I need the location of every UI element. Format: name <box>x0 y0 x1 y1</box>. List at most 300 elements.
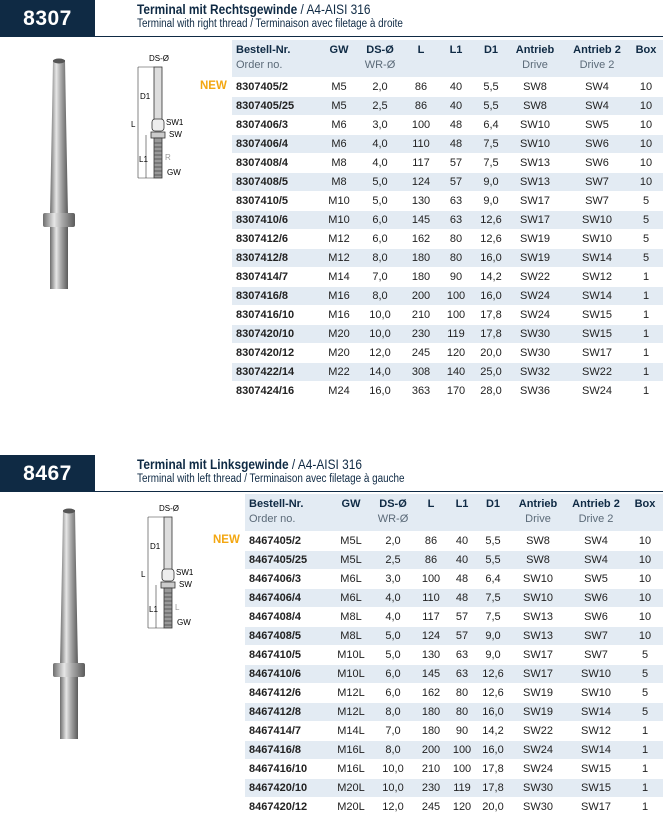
column-header: Antrieb <box>518 498 558 510</box>
table-cell: 9,0 <box>483 195 499 207</box>
table-cell: 180 <box>421 725 441 737</box>
table-cell: M14L <box>337 725 365 737</box>
table-cell: 14,0 <box>369 366 391 378</box>
table-cell: 14,2 <box>480 271 502 283</box>
table-cell: SW19 <box>520 252 550 264</box>
table-cell: 130 <box>411 195 431 207</box>
table-cell: 230 <box>421 782 441 794</box>
table-cell: M8 <box>331 176 347 188</box>
table-cell: SW10 <box>581 687 611 699</box>
table-cell: SW15 <box>581 763 611 775</box>
label-sw: SW <box>169 130 182 139</box>
table-cell: SW12 <box>582 271 612 283</box>
table-cell: M16L <box>337 744 365 756</box>
column-header: L1 <box>455 498 469 510</box>
table-cell: 28,0 <box>480 385 502 397</box>
table-cell: 48 <box>449 138 463 150</box>
table-cell: SW36 <box>520 385 550 397</box>
table-cell: 2,0 <box>385 535 401 547</box>
table-cell: M12L <box>337 706 365 718</box>
table-cell: 10,0 <box>369 328 391 340</box>
table-cell: 1 <box>642 309 650 321</box>
table-cell: 200 <box>421 744 441 756</box>
table-cell: 4,0 <box>372 138 388 150</box>
table-cell: 10,0 <box>382 782 404 794</box>
table-cell: 117 <box>412 157 430 169</box>
table-row <box>232 286 663 305</box>
table-cell: 5,0 <box>372 176 388 188</box>
table-cell: 5 <box>641 706 649 718</box>
header-divider <box>95 36 663 37</box>
subtitle-french: / Terminaison avec filetage à droite <box>247 18 403 30</box>
table-cell: SW14 <box>582 290 612 302</box>
table-cell: SW22 <box>523 725 553 737</box>
order-number: 8307414/7 <box>236 271 288 283</box>
table-row <box>245 588 663 607</box>
table-cell: 6,0 <box>385 687 401 699</box>
column-header: D1 <box>485 498 501 510</box>
table-row <box>232 153 663 172</box>
table-cell: M6L <box>340 592 362 604</box>
table-cell: SW15 <box>581 782 611 794</box>
column-header: L <box>417 44 425 56</box>
table-cell: SW4 <box>584 535 608 547</box>
table-cell: SW13 <box>523 630 553 642</box>
table-row <box>245 550 663 569</box>
order-number: 8307410/5 <box>236 195 288 207</box>
order-number: 8467416/8 <box>249 744 301 756</box>
dimension-diagram <box>135 505 215 635</box>
table-row <box>232 343 663 362</box>
table-cell: SW14 <box>582 252 612 264</box>
table-cell: 57 <box>449 157 463 169</box>
table-cell: SW14 <box>581 744 611 756</box>
table-cell: 1 <box>642 290 650 302</box>
table-cell: 40 <box>455 554 469 566</box>
table-cell: 7,0 <box>385 725 401 737</box>
table-cell: 63 <box>449 214 463 226</box>
order-number: 8307406/3 <box>236 119 288 131</box>
label-sw1: SW1 <box>166 118 184 127</box>
order-number: 8307416/10 <box>236 309 295 321</box>
order-number: 8467416/10 <box>249 763 308 775</box>
table-cell: M10 <box>328 195 350 207</box>
table-row <box>245 664 663 683</box>
table-cell: M20L <box>337 801 365 813</box>
table-cell: SW12 <box>581 725 611 737</box>
column-subheader: Drive 2 <box>579 59 615 71</box>
table-cell: 124 <box>421 630 441 642</box>
table-cell: 25,0 <box>480 366 502 378</box>
order-number: 8467410/5 <box>249 649 301 661</box>
table-cell: 48 <box>455 592 469 604</box>
table-cell: 140 <box>446 366 466 378</box>
table-cell: SW30 <box>523 782 553 794</box>
table-cell: 10 <box>639 157 653 169</box>
table-cell: SW30 <box>520 328 550 340</box>
table-cell: SW32 <box>520 366 550 378</box>
table-row <box>245 645 663 664</box>
table-cell: 5,5 <box>483 100 499 112</box>
table-cell: 4,0 <box>372 157 388 169</box>
table-cell: 210 <box>421 763 441 775</box>
table-cell: 119 <box>453 782 471 794</box>
column-header: Box <box>634 498 656 510</box>
table-cell: 10 <box>638 554 652 566</box>
table-cell: SW14 <box>581 706 611 718</box>
table-cell: 10 <box>639 176 653 188</box>
table-cell: 14,2 <box>482 725 504 737</box>
column-header: Antrieb 2 <box>573 44 621 56</box>
table-cell: 12,6 <box>482 687 504 699</box>
column-subheader: Drive <box>522 59 548 71</box>
table-cell: M8L <box>340 630 362 642</box>
product-table <box>245 494 663 816</box>
table-cell: 1 <box>642 385 650 397</box>
table-cell: M24 <box>328 385 350 397</box>
section-subtitle <box>137 473 405 485</box>
table-cell: 1 <box>641 763 649 775</box>
table-cell: 63 <box>455 668 469 680</box>
section-title <box>137 457 362 472</box>
table-cell: SW13 <box>520 176 550 188</box>
table-cell: 10,0 <box>369 309 391 321</box>
table-cell: 100 <box>411 119 431 131</box>
order-number: 8467412/8 <box>249 706 301 718</box>
table-cell: 1 <box>642 328 650 340</box>
order-number: 8307405/25 <box>236 100 295 112</box>
table-cell: SW24 <box>582 385 612 397</box>
label-ds: DS-Ø <box>159 505 179 513</box>
table-cell: M6 <box>331 138 347 150</box>
table-cell: SW4 <box>585 100 609 112</box>
table-row <box>232 96 663 115</box>
table-cell: SW30 <box>520 347 550 359</box>
order-number: 8467408/4 <box>249 611 301 623</box>
table-cell: 3,0 <box>385 573 401 585</box>
order-number: 8467414/7 <box>249 725 301 737</box>
table-cell: SW22 <box>582 366 612 378</box>
table-cell: SW17 <box>581 801 611 813</box>
table-cell: 5 <box>642 214 650 226</box>
table-cell: M8L <box>340 611 362 623</box>
table-cell: M16 <box>328 309 350 321</box>
table-cell: 100 <box>452 744 472 756</box>
table-cell: 1 <box>642 366 650 378</box>
table-cell: 86 <box>414 100 428 112</box>
table-cell: 12,6 <box>482 668 504 680</box>
table-cell: 90 <box>455 725 469 737</box>
table-cell: 145 <box>411 214 431 226</box>
table-cell: 86 <box>424 535 438 547</box>
table-cell: 10 <box>639 119 653 131</box>
table-cell: M20 <box>328 347 350 359</box>
label-sw: SW <box>179 580 192 589</box>
table-cell: M12L <box>337 687 365 699</box>
table-row <box>245 702 663 721</box>
table-cell: SW19 <box>523 687 553 699</box>
table-cell: SW13 <box>523 611 553 623</box>
table-row <box>245 721 663 740</box>
table-cell: 90 <box>449 271 463 283</box>
order-number: 8307405/2 <box>236 81 288 93</box>
table-cell: SW17 <box>520 214 550 226</box>
table-row <box>245 740 663 759</box>
order-number: 8467420/10 <box>249 782 308 794</box>
column-header: Bestell-Nr. <box>236 44 291 56</box>
order-number: 8467405/2 <box>249 535 301 547</box>
order-number: 8307412/6 <box>236 233 288 245</box>
order-number: 8467406/3 <box>249 573 301 585</box>
column-subheader: WR-Ø <box>364 59 396 71</box>
table-cell: 1 <box>641 782 649 794</box>
order-number: 8467420/12 <box>249 801 308 813</box>
column-header: GW <box>329 44 349 56</box>
product-photo <box>45 505 95 745</box>
table-cell: M8 <box>331 157 347 169</box>
column-header: GW <box>341 498 361 510</box>
table-cell: M5 <box>331 100 347 112</box>
table-cell: 16,0 <box>482 744 504 756</box>
table-cell: M16L <box>337 763 365 775</box>
product-section-8307 <box>0 0 663 400</box>
label-l: L <box>131 120 136 129</box>
table-cell: SW17 <box>582 347 612 359</box>
table-cell: 3,0 <box>372 119 388 131</box>
table-cell: 10 <box>639 100 653 112</box>
table-cell: 120 <box>446 347 466 359</box>
table-cell: 230 <box>411 328 431 340</box>
order-number: 8307420/10 <box>236 328 295 340</box>
table-cell: SW5 <box>585 119 609 131</box>
column-header: D1 <box>483 44 499 56</box>
order-number: 8307412/8 <box>236 252 288 264</box>
product-section-8467 <box>0 455 663 820</box>
table-cell: 63 <box>455 649 469 661</box>
table-cell: 86 <box>424 554 438 566</box>
table-cell: 308 <box>411 366 431 378</box>
table-cell: 5,0 <box>372 195 388 207</box>
table-cell: SW6 <box>585 157 609 169</box>
table-row <box>232 248 663 267</box>
table-cell: 12,6 <box>480 214 502 226</box>
header-divider <box>95 491 663 492</box>
table-cell: M5L <box>340 554 362 566</box>
table-row <box>232 191 663 210</box>
table-cell: 4,0 <box>385 611 401 623</box>
table-row <box>232 115 663 134</box>
table-cell: M10 <box>328 214 350 226</box>
table-cell: 210 <box>411 309 431 321</box>
table-cell: SW10 <box>523 573 553 585</box>
column-subheader: Order no. <box>249 513 296 525</box>
label-d1: D1 <box>140 92 151 101</box>
table-cell: 100 <box>421 573 441 585</box>
table-cell: 10 <box>638 630 652 642</box>
table-row <box>232 381 663 400</box>
table-cell: 16,0 <box>369 385 391 397</box>
product-table <box>232 40 663 400</box>
subtitle-french: / Terminaison avec filetage à gauche <box>241 473 405 485</box>
table-cell: SW7 <box>585 195 609 207</box>
table-row <box>245 626 663 645</box>
table-row <box>245 569 663 588</box>
table-cell: 10 <box>639 81 653 93</box>
column-header: Bestell-Nr. <box>249 498 304 510</box>
table-cell: SW19 <box>520 233 550 245</box>
table-row <box>232 229 663 248</box>
new-badge: NEW <box>200 80 227 92</box>
table-cell: 7,5 <box>483 138 499 150</box>
table-cell: M16 <box>328 290 350 302</box>
table-cell: 5 <box>642 233 650 245</box>
table-cell: M5L <box>340 535 362 547</box>
table-row <box>245 797 663 816</box>
table-cell: SW8 <box>526 554 550 566</box>
order-number: 8307408/4 <box>236 157 288 169</box>
order-number: 8307424/16 <box>236 385 295 397</box>
table-cell: 10 <box>639 138 653 150</box>
order-number: 8467408/5 <box>249 630 301 642</box>
label-thread: L <box>175 603 180 612</box>
table-cell: SW10 <box>520 138 550 150</box>
table-cell: 2,5 <box>385 554 401 566</box>
table-cell: SW13 <box>520 157 550 169</box>
table-cell: SW15 <box>582 309 612 321</box>
table-cell: SW17 <box>520 195 550 207</box>
order-number: 8307422/14 <box>236 366 295 378</box>
order-number: 8467410/6 <box>249 668 301 680</box>
table-header <box>245 494 663 531</box>
table-row <box>232 305 663 324</box>
table-row <box>245 778 663 797</box>
table-cell: 1 <box>642 271 650 283</box>
order-number: 8467406/4 <box>249 592 301 604</box>
table-cell: 5 <box>642 252 650 264</box>
table-cell: 180 <box>421 706 441 718</box>
order-number: 8307406/4 <box>236 138 288 150</box>
table-cell: 40 <box>449 81 463 93</box>
table-cell: 200 <box>411 290 431 302</box>
table-row <box>245 607 663 626</box>
table-cell: 6,0 <box>372 233 388 245</box>
order-number: 8307420/12 <box>236 347 295 359</box>
table-cell: 12,0 <box>382 801 404 813</box>
table-cell: 16,0 <box>480 290 502 302</box>
table-cell: 1 <box>641 801 649 813</box>
table-cell: 57 <box>455 630 469 642</box>
table-cell: 10 <box>638 573 652 585</box>
table-cell: 9,0 <box>483 176 499 188</box>
table-cell: 12,6 <box>480 233 502 245</box>
table-cell: 12,0 <box>369 347 391 359</box>
table-cell: 10,0 <box>382 763 404 775</box>
table-cell: 180 <box>411 271 431 283</box>
table-cell: SW6 <box>584 592 608 604</box>
table-cell: 80 <box>455 687 469 699</box>
table-cell: SW4 <box>584 554 608 566</box>
table-cell: M5 <box>331 81 347 93</box>
table-cell: 17,8 <box>480 309 502 321</box>
table-cell: SW7 <box>584 630 608 642</box>
table-cell: 9,0 <box>485 630 501 642</box>
table-cell: 9,0 <box>485 649 501 661</box>
table-cell: 7,5 <box>485 592 501 604</box>
column-header: DS-Ø <box>379 498 407 510</box>
table-row <box>232 267 663 286</box>
table-cell: SW7 <box>585 176 609 188</box>
order-number: 8307416/8 <box>236 290 288 302</box>
table-row <box>232 210 663 229</box>
table-cell: 57 <box>449 176 463 188</box>
column-header: L1 <box>449 44 463 56</box>
table-cell: 7,0 <box>372 271 388 283</box>
table-cell: 10 <box>638 611 652 623</box>
table-cell: 5,5 <box>485 554 501 566</box>
table-cell: 119 <box>447 328 465 340</box>
order-number: 8307408/5 <box>236 176 288 188</box>
table-cell: 130 <box>421 649 441 661</box>
table-cell: 245 <box>421 801 441 813</box>
label-l1: L1 <box>139 155 148 164</box>
table-cell: 5,0 <box>385 630 401 642</box>
table-cell: 80 <box>449 233 463 245</box>
table-cell: SW24 <box>520 309 550 321</box>
label-ds: DS-Ø <box>149 55 169 63</box>
product-code: 8467 <box>0 455 95 492</box>
table-cell: M20 <box>328 328 350 340</box>
table-row <box>245 531 663 550</box>
table-cell: 8,0 <box>385 744 401 756</box>
table-cell: 5,5 <box>483 81 499 93</box>
table-cell: SW7 <box>584 649 608 661</box>
table-cell: 145 <box>421 668 441 680</box>
table-cell: SW15 <box>582 328 612 340</box>
table-cell: 10 <box>638 535 652 547</box>
column-subheader: Drive 2 <box>578 513 614 525</box>
table-cell: 170 <box>446 385 466 397</box>
table-row <box>232 172 663 191</box>
table-cell: 57 <box>455 611 469 623</box>
table-row <box>232 77 663 96</box>
table-cell: 5 <box>641 649 649 661</box>
column-header: L <box>427 498 435 510</box>
table-cell: 1 <box>641 725 649 737</box>
table-cell: 100 <box>446 290 466 302</box>
table-cell: SW10 <box>581 668 611 680</box>
table-cell: SW24 <box>523 744 553 756</box>
table-cell: 5 <box>642 195 650 207</box>
table-cell: M6L <box>340 573 362 585</box>
column-header: Box <box>635 44 657 56</box>
table-cell: 40 <box>455 535 469 547</box>
table-row <box>245 683 663 702</box>
table-cell: M10L <box>337 649 365 661</box>
table-cell: 17,8 <box>482 763 504 775</box>
table-cell: M12 <box>328 252 350 264</box>
table-row <box>232 362 663 381</box>
table-cell: 5 <box>641 668 649 680</box>
table-cell: SW5 <box>584 573 608 585</box>
table-row <box>232 324 663 343</box>
table-cell: 363 <box>411 385 431 397</box>
table-cell: SW6 <box>585 138 609 150</box>
table-cell: SW4 <box>585 81 609 93</box>
table-cell: 2,5 <box>372 100 388 112</box>
table-cell: 86 <box>414 81 428 93</box>
table-cell: SW8 <box>523 100 547 112</box>
table-cell: M20L <box>337 782 365 794</box>
